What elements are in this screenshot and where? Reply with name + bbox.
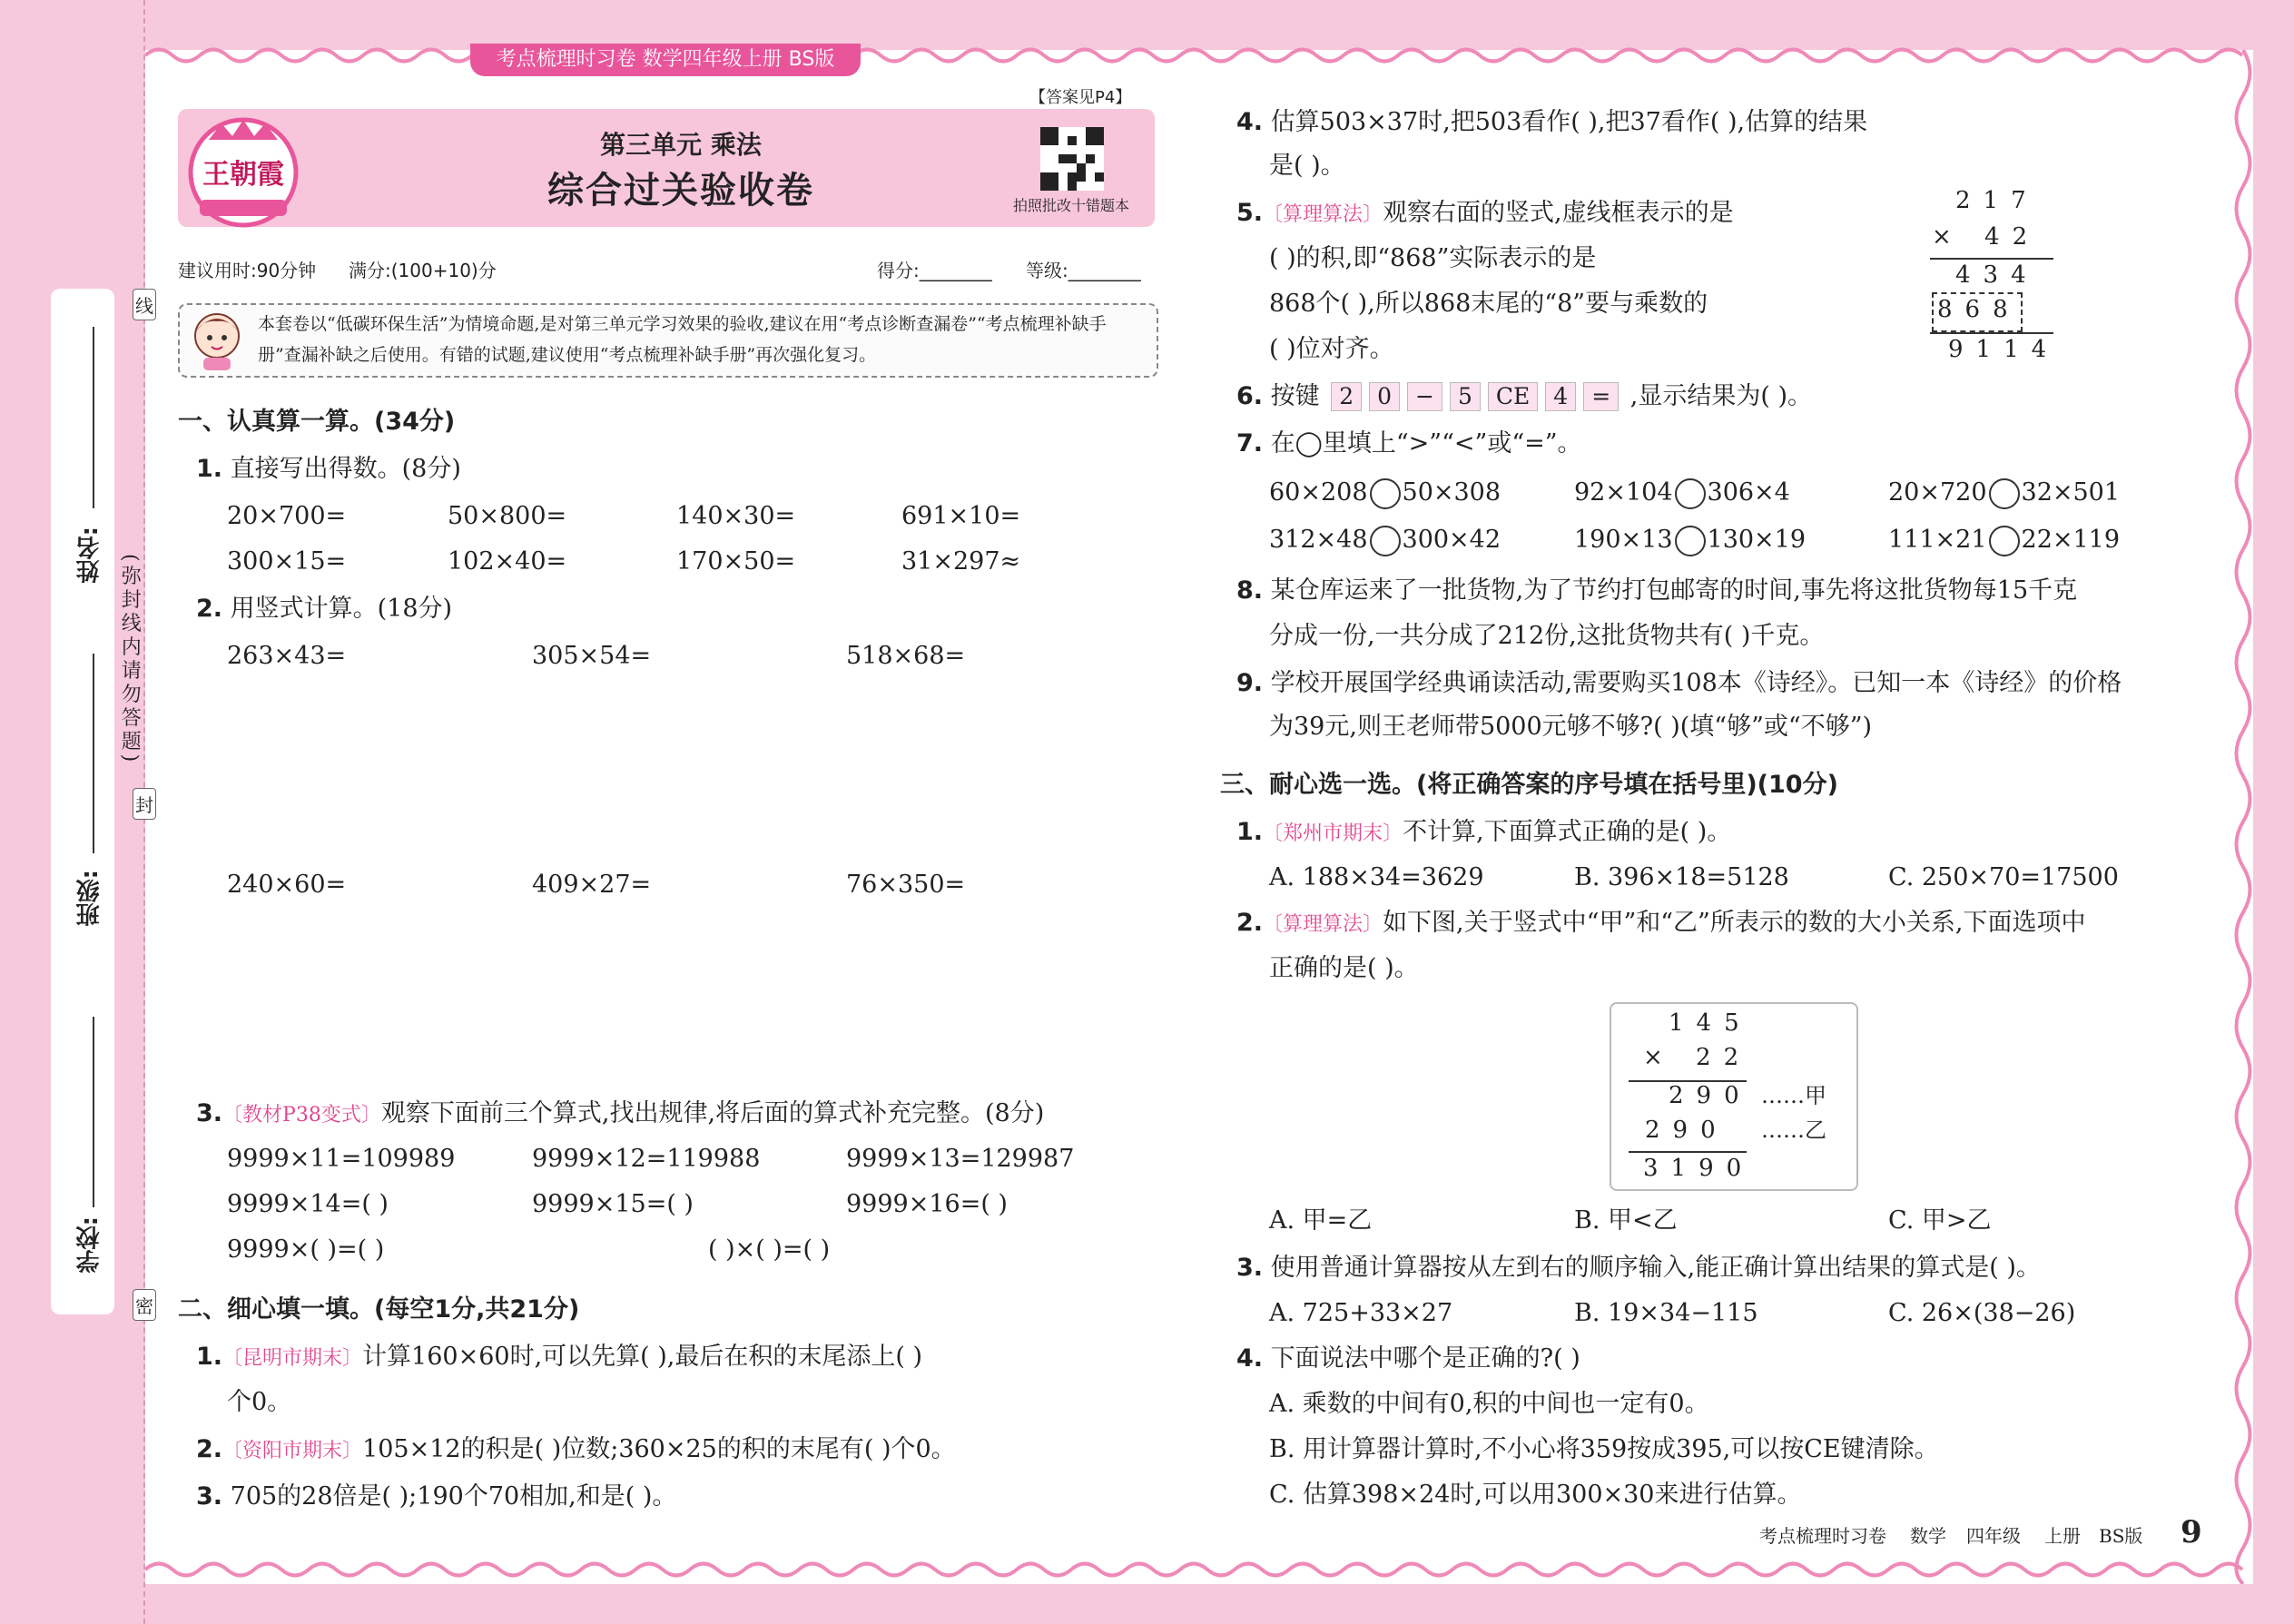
vertical-row: 9114 [1948, 336, 2060, 363]
part1-title: 一、认真算一算。(34分) [178, 408, 456, 436]
pattern-item[interactable]: 9999×15=( ) [532, 1190, 694, 1218]
option-a[interactable]: A. 甲=乙 [1269, 1206, 1373, 1235]
vertical-row: 145 [1669, 1009, 1752, 1037]
series-banner: 考点梳理时习卷 数学四年级上册 BS版 [470, 44, 861, 76]
vertical-row: × 42 [1932, 223, 2041, 251]
q-text: 在◯里填上“>”“<”或“=”。 [1270, 429, 1582, 458]
calculator-key-minus[interactable]: − [1407, 382, 1442, 411]
calculator-key-ce[interactable]: CE [1488, 382, 1538, 411]
option-a[interactable]: A. 188×34=3629 [1269, 863, 1484, 891]
q-number: 2. [196, 1435, 223, 1463]
vertical-row: 290 [1645, 1117, 1728, 1144]
option-a[interactable]: A. 乘数的中间有0,积的中间也一定有0。 [1269, 1390, 1709, 1418]
girl-avatar-icon [185, 305, 249, 372]
calculator-key-5[interactable]: 5 [1450, 382, 1481, 411]
name-line[interactable] [93, 327, 94, 508]
direct-calc-item: 140×30= [676, 502, 796, 530]
vertical-rule [1629, 1151, 1747, 1153]
part2-q5-line: ( )位对齐。 [1269, 335, 1394, 363]
option-c[interactable]: C. 估算398×24时,可以用300×30来进行估算。 [1269, 1481, 1802, 1509]
compare-item: 111×21 22×119 [1888, 525, 2120, 556]
part2-q4 [1236, 107, 1867, 138]
q-number: 8. [1236, 576, 1264, 605]
q-number: 1. [1236, 818, 1264, 846]
q-text: 用竖式计算。(18分) [230, 595, 453, 623]
direct-calc-item: 20×700= [227, 502, 347, 530]
part2-q1-cont: 个0。 [227, 1388, 292, 1416]
q-text: ,显示结果为( )。 [1629, 382, 1812, 410]
q-number: 5. [1236, 199, 1264, 227]
q-text: 如下图,关于竖式中“甲”和“乙”所表示的数的大小关系,下面选项中 [1383, 909, 2086, 937]
part2-q7 [1236, 428, 1582, 459]
part2-q2 [196, 1434, 956, 1467]
q-number: 4. [1236, 108, 1264, 136]
part3-q2 [1236, 908, 2085, 940]
full-score: 满分:(100+10)分 [349, 260, 497, 281]
calculator-key-0[interactable]: 0 [1369, 382, 1400, 411]
source-tag: 〔昆明市期末〕 [222, 1347, 363, 1370]
compare-item: 60×208 50×308 [1269, 477, 1501, 509]
part1-q2 [196, 594, 452, 625]
direct-calc-item: 102×40= [448, 547, 567, 576]
brand-logo-text: 王朝霞 [202, 159, 284, 191]
part3-q2-cont: 正确的是( )。 [1269, 954, 1419, 982]
part2-q9 [1236, 668, 2122, 699]
option-b[interactable]: B. 甲<乙 [1574, 1206, 1678, 1235]
student-info-panel [51, 289, 114, 1314]
compare-item: 312×48 300×42 [1269, 525, 1501, 556]
school-line[interactable] [93, 1017, 94, 1207]
wavy-border-right [2230, 50, 2257, 1584]
vertical-row: 290 [1669, 1082, 1752, 1109]
option-a[interactable]: A. 725+33×27 [1269, 1299, 1453, 1327]
compare-circle[interactable] [1370, 526, 1401, 556]
vertical-row: × 22 [1643, 1044, 1752, 1071]
q-text: 下面说法中哪个是正确的?( ) [1270, 1344, 1580, 1373]
q-number: 3. [196, 1482, 223, 1511]
part2-q8-line: 分成一份,一共分成了212份,这批货物共有( )千克。 [1269, 622, 1825, 650]
brand-logo [182, 109, 305, 232]
calculator-key-equals[interactable]: = [1583, 382, 1619, 411]
q-text: 计算160×60时,可以先算( ),最后在积的末尾添上( ) [362, 1343, 923, 1371]
direct-calc-item: 31×297≈ [901, 547, 1021, 576]
option-b[interactable]: B. 19×34−115 [1574, 1299, 1758, 1327]
vertical-row: 217 [1955, 187, 2039, 214]
part2-q4-cont: 是( )。 [1269, 152, 1345, 180]
q-number: 3. [1236, 1254, 1264, 1282]
q-number: 6. [1236, 382, 1264, 410]
part1-q3 [196, 1098, 1044, 1131]
part2-q1 [196, 1342, 922, 1374]
page-number: 9 [2181, 1514, 2202, 1550]
label-jia: ……甲 [1761, 1083, 1826, 1108]
pattern-item[interactable]: 9999×14=( ) [227, 1190, 389, 1218]
q-text: 不计算,下面算式正确的是( )。 [1403, 818, 1732, 846]
option-c[interactable]: C. 26×(38−26) [1888, 1299, 2076, 1327]
calculator-key-4[interactable]: 4 [1545, 382, 1576, 411]
footer-subject: 数学 [1910, 1525, 1946, 1547]
source-tag: 〔资阳市期末〕 [222, 1440, 363, 1462]
pattern-item[interactable]: ( )×( )=( ) [708, 1235, 831, 1264]
source-tag: 〔郑州市期末〕 [1263, 822, 1403, 845]
vertical-calc-item: 305×54= [532, 642, 652, 670]
direct-calc-item: 170×50= [676, 547, 796, 576]
grade-field[interactable]: 等级:________ [1026, 260, 1141, 281]
pattern-item: 9999×12=119988 [532, 1145, 761, 1173]
class-label: 班级: [76, 870, 103, 927]
vertical-rule [1930, 258, 2053, 260]
vertical-row: 868 [1937, 296, 2021, 323]
wavy-border-bottom [145, 1558, 2253, 1581]
direct-calc-item: 50×800= [448, 502, 567, 530]
seal-mark-seal: 封 [133, 788, 156, 820]
part3-q3 [1236, 1253, 2041, 1284]
answer-reference: 【答案见P4】 [1029, 88, 1132, 107]
option-c[interactable]: C. 250×70=17500 [1888, 863, 2119, 891]
class-line[interactable] [93, 654, 94, 853]
part2-q5-line: 868个( ),所以868末尾的“8”要与乘数的 [1269, 290, 1708, 318]
page-title: 综合过关验收卷 [547, 170, 814, 212]
q-text: 估算503×37时,把503看作( ),把37看作( ),估算的结果 [1270, 108, 1868, 136]
vertical-calc-item: 263×43= [227, 642, 347, 670]
compare-item: 20×720 32×501 [1888, 477, 2120, 509]
pattern-item[interactable]: 9999×( )=( ) [227, 1235, 385, 1264]
part3-title: 三、耐心选一选。(将正确答案的序号填在括号里)(10分) [1220, 771, 1838, 799]
part3-q1 [1236, 817, 1731, 850]
q-text: 学校开展国学经典诵读活动,需要购买108本《诗经》。已知一本《诗经》的价格 [1270, 669, 2122, 697]
compare-item: 92×104 306×4 [1574, 477, 1790, 509]
option-b[interactable]: B. 用计算器计算时,不小心将359按成395,可以按CE键清除。 [1269, 1435, 1939, 1463]
qr-caption: 拍照批改十错题本 [1013, 197, 1130, 214]
q-text: 705的28倍是( );190个70相加,和是( )。 [230, 1482, 677, 1511]
part2-title: 二、细心填一填。(每空1分,共21分) [178, 1295, 580, 1324]
seal-note: (弥封线内请勿答题) [118, 554, 142, 766]
q-text: 直接写出得数。(8分) [230, 455, 461, 483]
source-tag: 〔算理算法〕 [1263, 913, 1383, 936]
part3-q4 [1236, 1343, 1580, 1374]
vertical-calc-item: 76×350= [846, 871, 966, 899]
label-yi: ……乙 [1761, 1117, 1826, 1143]
direct-calc-item: 300×15= [227, 547, 347, 576]
qr-code-icon[interactable] [1040, 127, 1104, 191]
compare-circle[interactable] [1370, 478, 1401, 509]
footer-volume: 上册 [2044, 1525, 2081, 1547]
pattern-item: 9999×11=109989 [227, 1145, 456, 1173]
part2-q5 [1236, 198, 1734, 231]
part1-q1 [196, 454, 461, 485]
compare-circle[interactable] [1989, 526, 2020, 556]
source-tag: 〔教材P38变式〕 [222, 1104, 381, 1127]
q-number: 3. [196, 1099, 223, 1127]
compare-circle[interactable] [1989, 478, 2020, 509]
part2-q6 [1236, 381, 1812, 412]
q-text: 105×12的积是( )位数;360×25的积的末尾有( )个0。 [362, 1435, 956, 1463]
source-tag: 〔算理算法〕 [1263, 203, 1383, 226]
name-label: 姓名: [76, 527, 103, 584]
direct-calc-item: 691×10= [901, 502, 1021, 530]
q-number: 9. [1236, 669, 1264, 697]
q-number: 1. [196, 1343, 223, 1371]
school-label: 学校: [76, 1216, 103, 1274]
q-number: 1. [196, 455, 223, 483]
compare-circle[interactable] [1675, 526, 1706, 556]
part2-q5-line: ( )的积,即“868”实际表示的是 [1269, 244, 1597, 272]
calculator-key-2[interactable]: 2 [1331, 382, 1362, 411]
vertical-row: 434 [1955, 261, 2039, 289]
q-text: 观察右面的竖式,虚线框表示的是 [1383, 199, 1734, 227]
seal-mark-secret: 密 [133, 1289, 156, 1321]
compare-circle[interactable] [1675, 478, 1706, 509]
vertical-calc-item: 518×68= [846, 642, 966, 670]
q-text: 使用普通计算器按从左到右的顺序输入,能正确计算出结果的算式是( )。 [1270, 1254, 2041, 1282]
part2-q3 [196, 1481, 676, 1512]
vertical-calc-item: 409×27= [532, 871, 652, 899]
intro-text: 本套卷以“低碳环保生活”为情境命题,是对第三单元学习效果的验收,建议在用“考点诊断查漏卷”“考点梳理补缺手册”查漏补缺之后使用。有错的试题,建议使用“考点梳理补缺手册”再次强化复习。 [258, 314, 1107, 365]
footer-grade: 四年级 [1966, 1525, 2021, 1547]
unit-title: 第三单元 乘法 [600, 130, 762, 160]
q-number: 2. [196, 595, 223, 623]
q-text: 某仓库运来了一批货物,为了节约打包邮寄的时间,事先将这批货物每15千克 [1270, 576, 2078, 605]
q-number: 7. [1236, 429, 1264, 458]
score-field[interactable]: 得分:________ [877, 260, 992, 281]
part2-q8 [1236, 576, 2077, 606]
q-number: 2. [1236, 909, 1264, 937]
vertical-rule [1930, 332, 2053, 334]
part2-q9-line: 为39元,则王老师带5000元够不够?( )(填“够”或“不够”) [1269, 713, 1873, 741]
wavy-border-top [145, 44, 2253, 67]
vertical-calc-item: 240×60= [227, 871, 347, 899]
q-text: 观察下面前三个算式,找出规律,将后面的算式补充完整。(8分) [380, 1099, 1045, 1127]
vertical-row: 3190 [1643, 1155, 1755, 1182]
q-text: 按键 [1270, 382, 1320, 410]
footer-edition: BS版 [2099, 1525, 2143, 1547]
pattern-item: 9999×13=129987 [846, 1145, 1075, 1173]
option-b[interactable]: B. 396×18=5128 [1574, 863, 1789, 891]
footer-series: 考点梳理时习卷 [1759, 1525, 1886, 1547]
seal-mark-line: 线 [133, 289, 156, 320]
suggested-time: 建议用时:90分钟 [178, 260, 317, 281]
q-number: 4. [1236, 1344, 1264, 1373]
pattern-item[interactable]: 9999×16=( ) [846, 1190, 1008, 1218]
option-c[interactable]: C. 甲>乙 [1888, 1206, 1992, 1235]
compare-item: 190×13 130×19 [1574, 525, 1806, 556]
